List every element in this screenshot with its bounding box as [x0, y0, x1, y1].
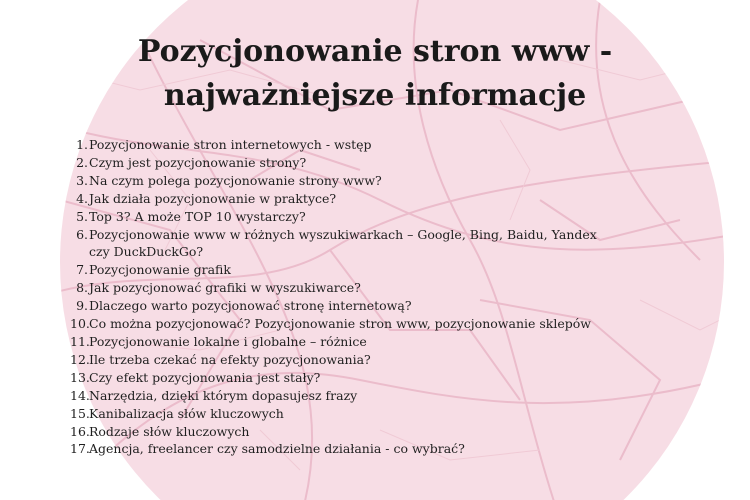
list-item-number: 11. — [70, 333, 90, 349]
list-item-text: Top 3? A może TOP 10 wystarczy? — [89, 208, 306, 224]
list-item-number: 1. — [76, 137, 88, 152]
list-item-text: Co można pozycjonować? Pozycjonowanie stron www, pozycjonowanie sklepów — [89, 316, 591, 332]
list-item-text: Rodzaje słów kluczowych — [89, 423, 250, 439]
list-item-number: 4. — [76, 190, 88, 206]
list-item-text: Na czym polega pozycjonowanie strony www? — [89, 172, 382, 188]
list-item-number: 16. — [70, 423, 90, 439]
list-item — [70, 351, 670, 369]
list-item-number: 3. — [76, 172, 88, 188]
list-item — [70, 387, 670, 405]
page-title — [0, 30, 750, 118]
list-item-number: 7. — [76, 262, 88, 278]
list-item-text: Czym jest pozycjonowanie strony? — [89, 154, 307, 170]
list-item — [70, 279, 670, 297]
list-item-number: 9. — [76, 298, 88, 314]
list-item — [70, 261, 670, 279]
list-item-number: 10. — [70, 316, 90, 332]
list-item — [70, 440, 670, 458]
list-item — [70, 226, 670, 244]
list-item-number: 13. — [70, 369, 90, 385]
title-line-2: najważniejsze informacje — [163, 78, 587, 113]
list-item — [70, 154, 670, 172]
list-item-number — [70, 243, 88, 261]
list-item-text: Pozycjonowanie stron internetowych - wstęp — [89, 137, 372, 152]
list-item-number: 15. — [70, 405, 90, 421]
list-item — [70, 333, 670, 351]
list-item — [70, 423, 670, 441]
list-item-number: 2. — [76, 154, 88, 170]
list-item-text: Pozycjonowanie grafik — [89, 262, 231, 278]
list-item-text: Kanibalizacja słów kluczowych — [89, 405, 284, 421]
table-of-contents — [70, 136, 670, 458]
list-item-text: Jak pozycjonować grafiki w wyszukiwarce? — [89, 280, 361, 296]
list-item — [70, 315, 670, 333]
list-item — [70, 172, 670, 190]
list-item-text: Pozycjonowanie lokalne i globalne – różnice — [89, 333, 367, 349]
list-item-text: Dlaczego warto pozycjonować stronę internetową? — [89, 298, 412, 314]
list-item — [70, 369, 670, 387]
title-line-1: Pozycjonowanie stron www - — [137, 34, 613, 69]
list-item-number: 6. — [76, 226, 88, 242]
list-item-text: Pozycjonowanie www w różnych wyszukiwarkach – Google, Bing, Baidu, Yandex — [89, 226, 597, 242]
list-item — [70, 190, 670, 208]
list-item — [70, 405, 670, 423]
list-item-text: Czy efekt pozycjonowania jest stały? — [89, 369, 321, 385]
list-item — [70, 136, 670, 154]
list-item-text: Jak działa pozycjonowanie w praktyce? — [89, 190, 337, 206]
list-item-number: 5. — [76, 208, 88, 224]
list-item-number: 12. — [70, 351, 90, 367]
list-item — [70, 297, 670, 315]
list-item-number: 17. — [70, 441, 90, 457]
list-item — [70, 208, 670, 226]
list-item-text: Agencja, freelancer czy samodzielne działania - co wybrać? — [89, 441, 465, 457]
list-item-text: Ile trzeba czekać na efekty pozycjonowania? — [89, 351, 371, 367]
list-item-number: 8. — [76, 280, 88, 296]
list-item-text: czy DuckDuckGo? — [89, 244, 204, 260]
list-item-number: 14. — [70, 387, 90, 403]
list-item-text: Narzędzia, dzięki którym dopasujesz frazy — [89, 387, 358, 403]
list-item — [70, 243, 670, 261]
